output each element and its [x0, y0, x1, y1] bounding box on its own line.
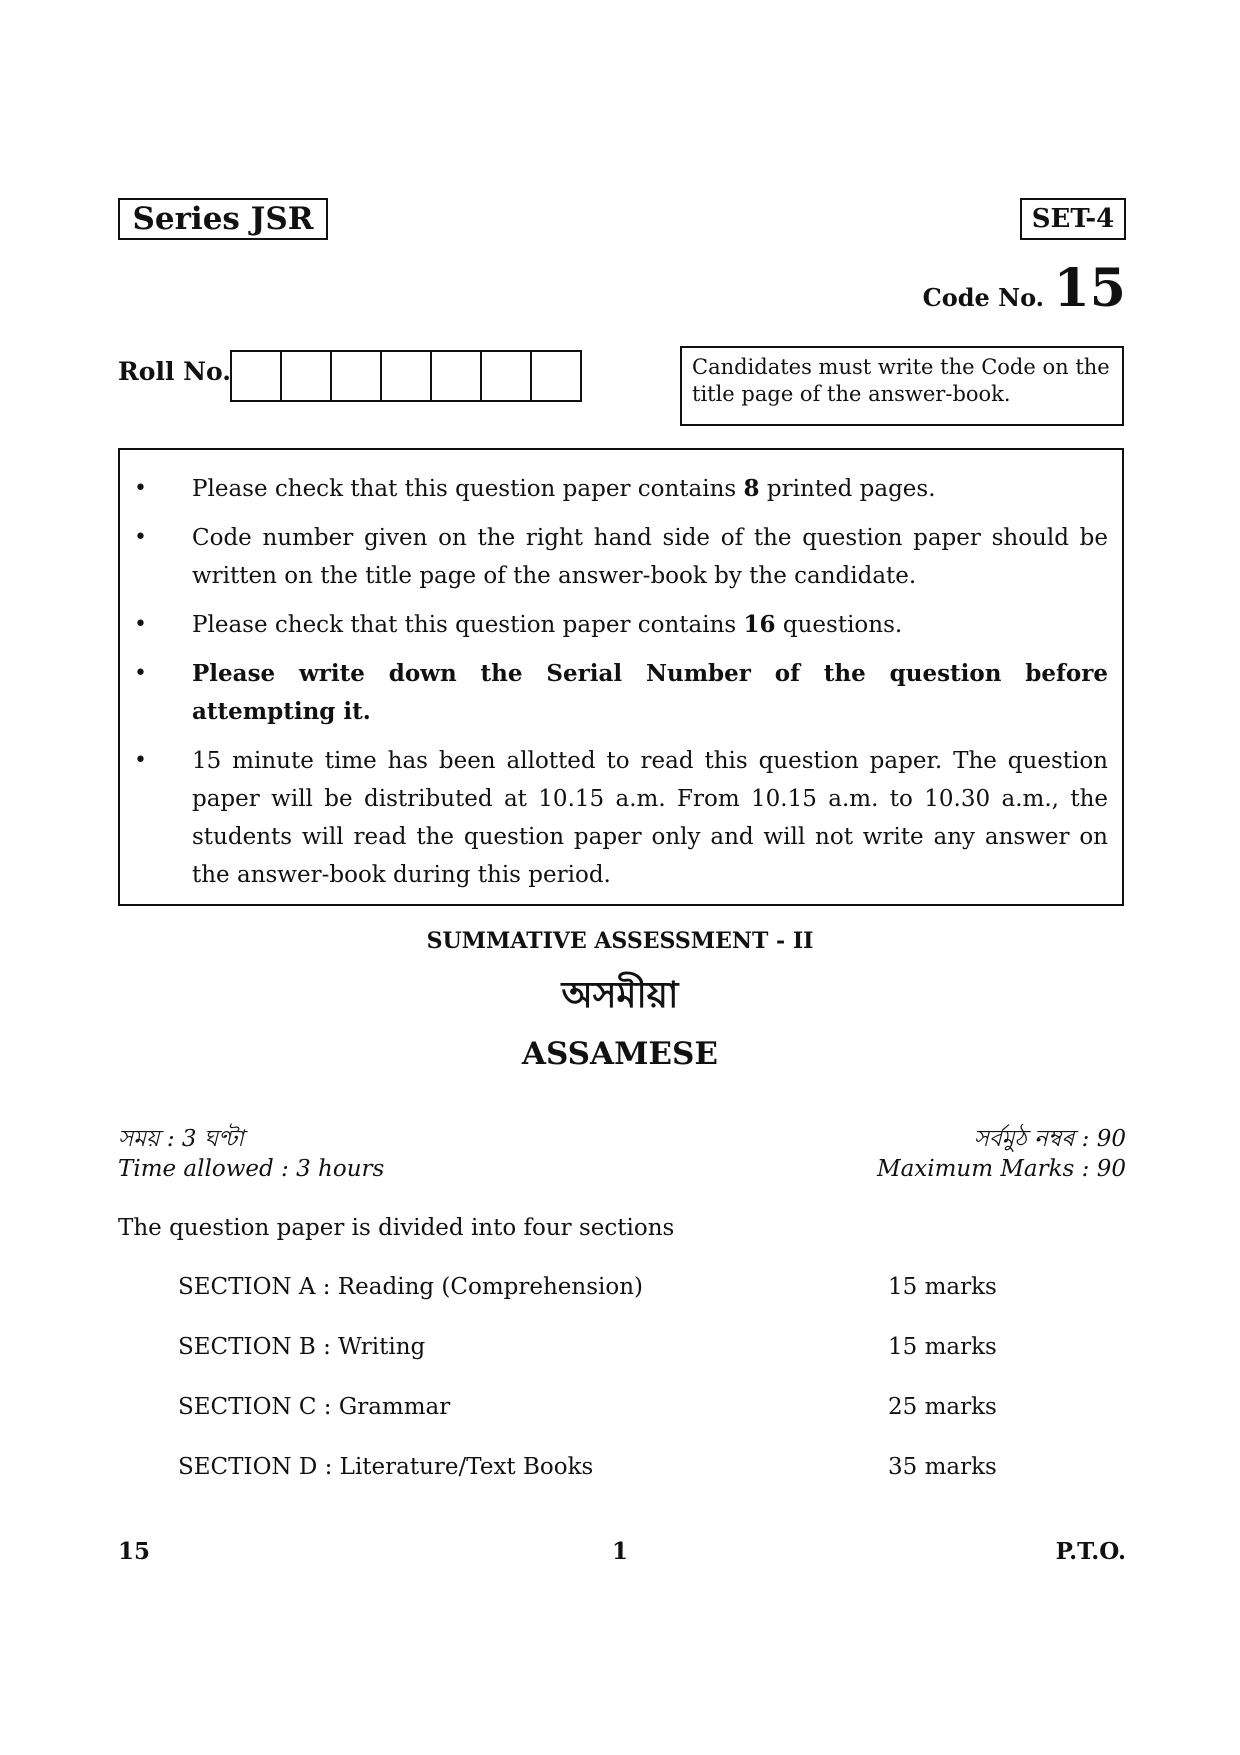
roll-number-cell[interactable] — [382, 352, 432, 400]
set-label: SET-4 — [1020, 198, 1126, 240]
candidate-note-box: Candidates must write the Code on the title page of the answer-book. — [680, 346, 1124, 426]
roll-number-cell[interactable] — [232, 352, 282, 400]
roll-number-label: Roll No. — [118, 357, 231, 386]
series-label: Series JSR — [118, 198, 328, 240]
footer-code: 15 — [118, 1538, 151, 1565]
roll-number-boxes — [230, 350, 582, 402]
section-b-marks: 15 marks — [888, 1334, 997, 1360]
roll-number-cell[interactable] — [432, 352, 482, 400]
roll-number-cell[interactable] — [332, 352, 382, 400]
section-c-marks: 25 marks — [888, 1394, 997, 1420]
bullet-icon: • — [134, 661, 147, 686]
code-label: Code No. — [922, 283, 1045, 312]
section-a-label: SECTION A : Reading (Comprehension) — [178, 1274, 643, 1300]
roll-number-cell[interactable] — [282, 352, 332, 400]
maximum-marks: Maximum Marks : 90 — [877, 1156, 1126, 1182]
time-allowed: Time allowed : 3 hours — [118, 1156, 385, 1182]
bullet-icon: • — [134, 476, 147, 501]
instruction-item: • Please write down the Serial Number of the question before attempting it. — [134, 655, 1108, 731]
subject-title-assamese: অসমীয়া — [561, 974, 679, 1016]
section-b-label: SECTION B : Writing — [178, 1334, 426, 1360]
assessment-title: SUMMATIVE ASSESSMENT - II — [426, 928, 814, 954]
roll-number-cell[interactable] — [532, 352, 580, 400]
sections-intro: The question paper is divided into four sections — [118, 1215, 675, 1241]
instructions-box — [118, 448, 1124, 906]
please-turn-over: P.T.O. — [1055, 1538, 1126, 1565]
time-allowed-assamese: সময় : 3 ঘণ্টা — [118, 1126, 244, 1152]
subject-title: ASSAMESE — [521, 1036, 719, 1072]
section-d-label: SECTION D : Literature/Text Books — [178, 1454, 594, 1480]
instruction-item: • Please check that this question paper contains 8 printed pages. — [134, 470, 1108, 508]
roll-number-cell[interactable] — [482, 352, 532, 400]
code-number-block — [923, 258, 1126, 319]
bullet-icon: • — [134, 612, 147, 637]
instruction-item: • Please check that this question paper contains 16 questions. — [134, 606, 1108, 644]
instruction-item: • Code number given on the right hand side of the question paper should be written on the title page of the answer-book by the candidate. — [134, 519, 1108, 595]
code-number: 15 — [1053, 258, 1126, 319]
section-d-marks: 35 marks — [888, 1454, 997, 1480]
instruction-item: • 15 minute time has been allotted to read this question paper. The question paper will be distributed at 10.15 a.m. From 10.15 a.m. to 10.30 a.m., the students will read the question paper only and will not write any answer on the answer-book during this period. — [134, 742, 1108, 894]
section-c-label: SECTION C : Grammar — [178, 1394, 451, 1420]
page-number: 1 — [611, 1538, 628, 1565]
bullet-icon: • — [134, 748, 147, 773]
bullet-icon: • — [134, 525, 147, 550]
maximum-marks-assamese: সৰ্বমুঠ নম্বৰ : 90 — [973, 1126, 1126, 1152]
section-a-marks: 15 marks — [888, 1274, 997, 1300]
